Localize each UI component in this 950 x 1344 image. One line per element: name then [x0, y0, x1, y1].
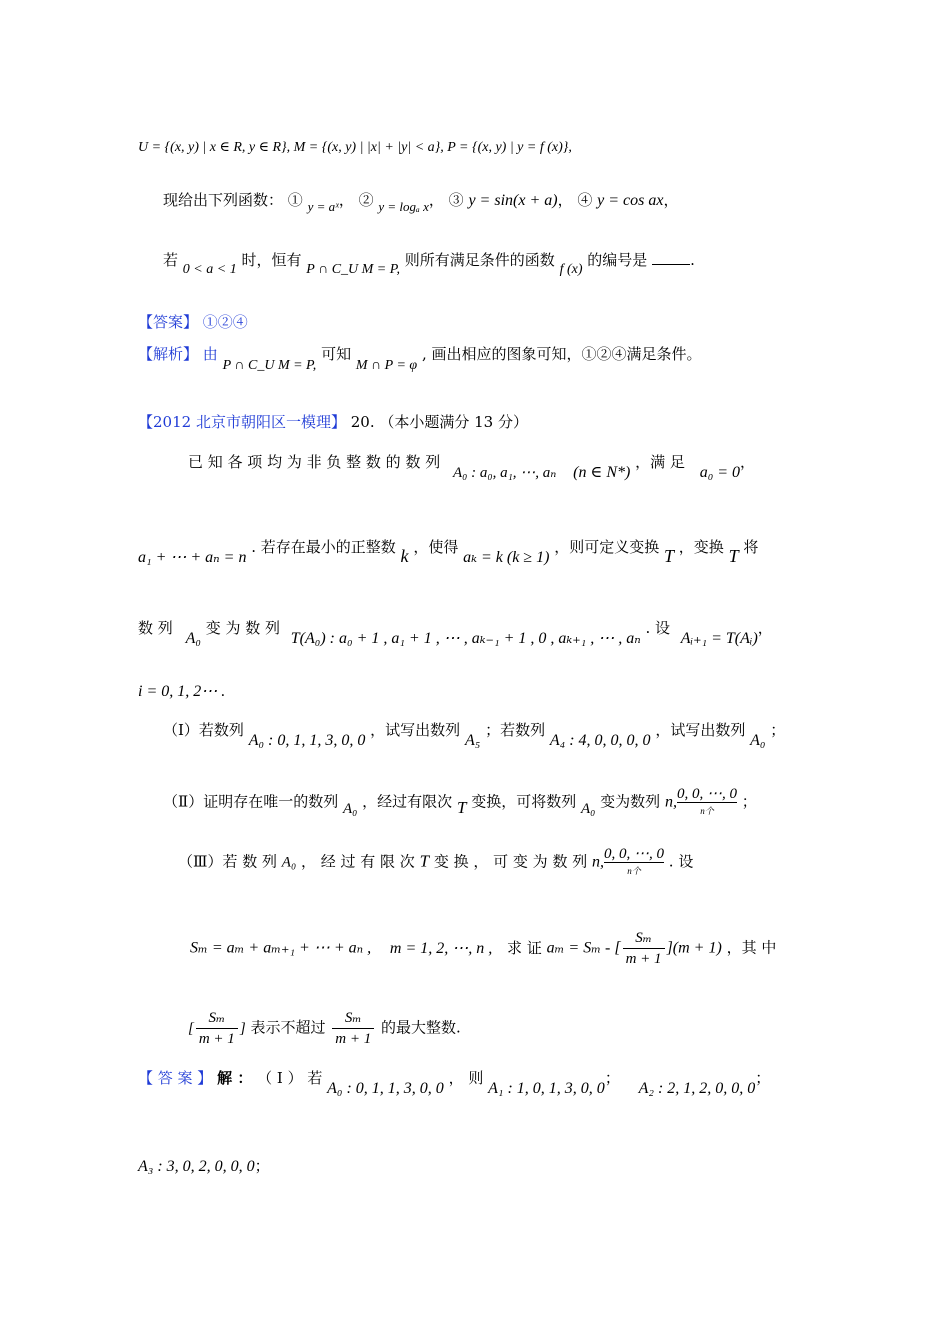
n-condition: (n ∈ N*) — [573, 464, 631, 481]
functions-label: 现给出下列函数： — [163, 191, 284, 209]
satisfy-text: ，满 足 — [635, 453, 685, 471]
answer-20-a3: A₃ : 3, 0, 2, 0, 0, 0； — [138, 1157, 270, 1175]
problem-text-2d: ，变换 — [678, 538, 724, 556]
sm-over-m1-fraction: $\frac{\text{Sₘ}}{m + 1}$ — [623, 928, 665, 969]
question-2-label: （Ⅱ）证明存在唯一的数列 — [163, 792, 339, 811]
question-3-label: （Ⅲ）若 数 列 — [178, 852, 278, 871]
a0-symbol: A₀ — [185, 630, 201, 647]
prove-text: 求 证 — [507, 938, 542, 957]
analysis-equation-1: P ∩ C_U M = P, — [222, 358, 317, 373]
function-2-mark: ② — [358, 191, 374, 209]
condition-suffix: 则所有满足条件的函数 — [404, 251, 555, 269]
question-1-text-3: ，试写出数列 — [655, 721, 746, 739]
analysis-mid: 可知 — [321, 345, 352, 363]
answer-seq-a0: A₀ : 0, 1, 1, 3, 0, 0 — [327, 1080, 444, 1097]
problem-text-2e: 将 — [743, 538, 759, 556]
answer-20-jie: 解 ： — [217, 1069, 253, 1087]
sum-condition: a₁ + ⋯ + aₙ = n — [138, 549, 247, 566]
question-3-bracket-line: [ $\frac{\text{Sₘ}}{m + 1}$ ] 表示不超过 $\frac{\text{Sₘ}}{m + 1}$ 的最大整数. — [188, 1010, 461, 1047]
function-1: y = aˣ — [307, 199, 339, 214]
t-symbol-1: T — [663, 546, 674, 566]
condition-range: 0 < a < 1 — [182, 262, 237, 277]
question-1-label: （Ⅰ）若数列 — [163, 721, 244, 739]
answer-20-label: 【 答 案 】 — [138, 1069, 213, 1087]
question-2-a0: A₀ — [342, 800, 358, 817]
question-3-formula-line — [190, 928, 776, 969]
question-2-underbrace: 0, 0, ⋯, 0 n个 — [676, 786, 737, 816]
answer-seq-a2: A₂ : 2, 1, 2, 0, 0, 0 — [638, 1080, 756, 1097]
problem-text-2c: ，则可定义变换 — [554, 538, 660, 556]
bracket-fraction-2: $\frac{\text{Sₘ}}{m + 1}$ — [332, 1008, 374, 1049]
condition-line: 若 0 < a < 1 时，恒有 P ∩ C_U M = P, 则所有满足条件的函数 f (x) 的编号是 . — [163, 248, 695, 274]
answer-20-part: （ Ⅰ ） 若 — [257, 1069, 323, 1087]
problem-text-2a: . 若存在最小的正整数 — [251, 538, 396, 556]
problem-line-3: 数 列 A₀ 变 为 数 列 T(A₀) : a₀ + 1 , a₁ + 1 , ⋯ , aₖ₋₁ + 1 , 0 , aₖ₊₁ , ⋯ , aₙ . 设 Aᵢ₊₁ = T(Aᵢ)， — [138, 619, 773, 647]
question-2-t: T — [456, 797, 467, 817]
answer-ze: ， 则 — [448, 1069, 484, 1087]
answer-20: 【 答 案 】 解 ： （ Ⅰ ） 若 A₀ : 0, 1, 1, 3, 0, 0 ， 则 A₁ : 1, 0, 1, 3, 0, 0； A₂ : 2, 1, 2, 0, 0, 0； — [138, 1069, 771, 1097]
problem-text-3b: 变 为 数 列 — [205, 619, 280, 637]
where-text: ，其 中 — [726, 938, 777, 957]
question-1-text-1: ，试写出数列 — [370, 721, 461, 739]
m-range: m = 1, 2, ⋯, n , — [389, 939, 493, 957]
question-3-underbrace: 0, 0, ⋯, 0 n个 — [604, 846, 665, 876]
function-4-mark: ④ — [577, 191, 593, 209]
problem-source: 【2012 北京市朝阳区一模理】 — [138, 413, 346, 431]
problem-text-3a: 数 列 — [138, 619, 173, 637]
problem-text-1: 已 知 各 项 均 为 非 负 整 数 的 数 列 — [188, 453, 441, 471]
question-3-text-2: 变 换 ， 可 变 为 数 列 — [433, 852, 588, 871]
analysis-label: 【解析】 — [138, 345, 199, 363]
question-2-text-1: ，经过有限次 — [362, 792, 453, 811]
answer-1 — [138, 310, 248, 334]
question-2-target-n: n, — [664, 793, 677, 811]
question-1-a0: A₀ — [750, 732, 766, 749]
answer-seq-a1: A₁ : 1, 0, 1, 3, 0, 0 — [488, 1080, 605, 1097]
function-3: y = sin(x + a) — [468, 192, 558, 209]
function-3-mark: ③ — [448, 191, 464, 209]
ak-condition: aₖ = k (k ≥ 1) — [463, 549, 550, 566]
t-symbol-2: T — [728, 546, 739, 566]
function-1-mark: ① — [287, 191, 303, 209]
question-2-a0b: A₀ — [581, 800, 596, 817]
analysis-prefix: 由 — [202, 345, 218, 363]
condition-mid: 时，恒有 — [241, 251, 302, 269]
question-2: （Ⅱ）证明存在唯一的数列 A₀ ，经过有限次 T 变换，可将数列 A₀ 变为数列 n, 0, 0, ⋯, 0 n个 ； — [163, 786, 757, 819]
question-2-text-3: 变为数列 — [600, 792, 661, 811]
analysis-equation-2: M ∩ P = φ — [355, 358, 418, 373]
condition-end: 的编号是 — [587, 251, 648, 269]
question-3-target-n: n, — [592, 853, 605, 871]
question-1-seq-1: A₀ : 0, 1, 1, 3, 0, 0 — [248, 732, 366, 749]
a0-equals-0: a₀ = 0 — [699, 464, 741, 481]
i-range: i = 0, 1, 2⋯ . — [138, 683, 226, 700]
problem-line-1: 已 知 各 项 均 为 非 负 整 数 的 数 列 A₀ : a₀, a₁, ⋯, aₙ (n ∈ N*) ，满 足 a₀ = 0， — [188, 453, 756, 481]
answer-blank — [652, 248, 690, 265]
analysis-1 — [138, 342, 702, 373]
question-3-t: T — [419, 851, 430, 871]
function-2: y = logₐ x — [378, 199, 429, 214]
sequence-a0: A₀ : a₀, a₁, ⋯, aₙ — [453, 465, 557, 481]
problem-text-3c: . 设 — [645, 619, 671, 637]
question-3-text-1: ， 经 过 有 限 次 — [300, 852, 415, 871]
analysis-suffix: , 画出相应的图象可知，①②④满足条件。 — [421, 345, 702, 363]
question-1: （Ⅰ）若数列 A₀ : 0, 1, 1, 3, 0, 0 ，试写出数列 A₅ ；若数列 A₄ : 4, 0, 0, 0, 0 ，试写出数列 A₀ ； — [163, 721, 786, 749]
problem-score: （本小题满分 13 分） — [379, 413, 528, 431]
bracket-fraction: $\frac{\text{Sₘ}}{m + 1}$ — [196, 1008, 238, 1049]
question-1-a5: A₅ — [464, 732, 481, 749]
question-1-text-2: ；若数列 — [485, 721, 546, 739]
question-2-text-2: 变换，可将数列 — [471, 792, 577, 811]
bracket-end: 的最大整数. — [380, 1018, 461, 1037]
condition-equation: P ∩ C_U M = P, — [306, 262, 400, 277]
condition-fx: f (x) — [559, 262, 583, 277]
answer-value: ①②④ — [202, 313, 248, 331]
question-3 — [178, 846, 693, 879]
problem-number: 20. — [350, 413, 375, 431]
question-3-text-3: . 设 — [668, 852, 694, 871]
problem-line-2 — [138, 534, 759, 566]
problem-20-header — [138, 410, 528, 434]
transformed-sequence: T(A₀) : a₀ + 1 , a₁ + 1 , ⋯ , aₖ₋₁ + 1 , 0 , aₖ₊₁ , ⋯ , aₙ — [290, 630, 641, 647]
answer-label: 【答案】 — [138, 313, 199, 331]
question-3-a0: A₀ — [281, 854, 297, 871]
condition-prefix: 若 — [163, 251, 179, 269]
function-4: y = cos ax — [597, 192, 664, 209]
k-symbol: k — [400, 546, 409, 566]
sets-definition: U = {(x, y) | x ∈ R, y ∈ R}, M = {(x, y) | |x| + |y| < a}, P = {(x, y) | y = f (x)}, — [138, 140, 572, 155]
functions-line: 现给出下列函数： ① y = aˣ， ② y = logₐ x， ③ y = sin(x + a)， ④ y = cos ax， — [163, 191, 679, 214]
problem-text-2b: ，使得 — [413, 538, 459, 556]
answer-seq-a3: A₃ : 3, 0, 2, 0, 0, 0 — [138, 1158, 255, 1175]
bracket-text: 表示不超过 — [250, 1018, 326, 1037]
am-equation-right: ](m + 1) — [666, 939, 722, 957]
am-equation-left: aₘ = Sₘ - [ — [546, 939, 621, 957]
question-1-seq-2: A₄ : 4, 0, 0, 0, 0 — [549, 732, 651, 749]
s-m-definition: Sₘ = aₘ + aₘ₊₁ + ⋯ + aₙ , — [190, 939, 372, 957]
recurrence: Aᵢ₊₁ = T(Aᵢ) — [680, 630, 758, 647]
